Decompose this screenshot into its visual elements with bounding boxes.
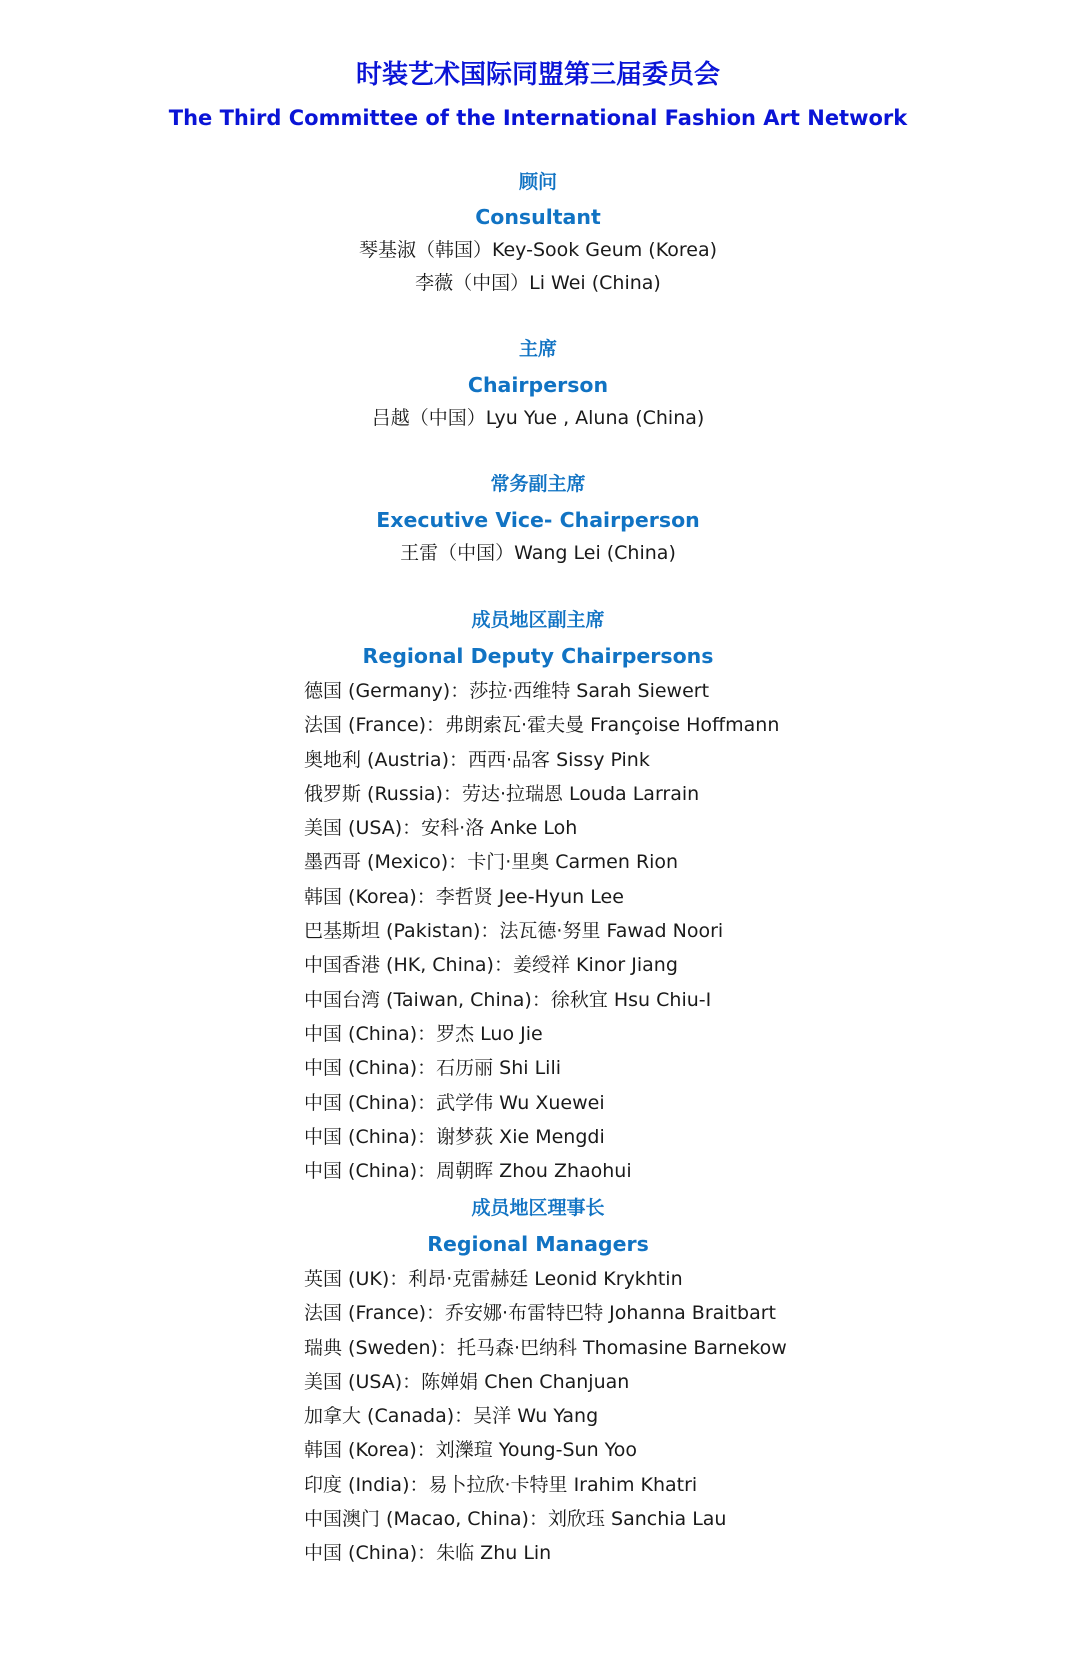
list-item: 中国澳门 (Macao, China)：刘欣珏 Sanchia Lau [304, 1508, 727, 1531]
list-item: 俄罗斯 (Russia)：劳达·拉瑞恩 Louda Larrain [304, 782, 700, 805]
list-item: 中国台湾 (Taiwan, China)：徐秋宜 Hsu Chiu-I [304, 988, 712, 1011]
consultant-member: 李薇（中国）Li Wei (China) [415, 272, 661, 294]
list-item: 中国 (China)：谢梦荻 Xie Mengdi [304, 1125, 605, 1148]
consultant-member: 琴基淑（韩国）Key-Sook Geum (Korea) [358, 239, 717, 261]
consultant-heading-en: Consultant [475, 205, 601, 229]
chairperson-heading-cn: 主席 [518, 338, 557, 360]
list-item: 英国 (UK)：利昂·克雷赫廷 Leonid Krykhtin [304, 1268, 683, 1290]
list-item: 韩国 (Korea)：李哲贤 Jee-Hyun Lee [304, 885, 624, 908]
regional-deputy-heading-cn: 成员地区副主席 [471, 609, 605, 631]
regional-deputy-heading-en: Regional Deputy Chairpersons [362, 644, 714, 668]
regional-managers-heading-en: Regional Managers [427, 1232, 649, 1256]
consultant-heading-cn: 顾问 [518, 171, 557, 193]
list-item: 中国香港 (HK, China)：姜绶祥 Kinor Jiang [304, 954, 678, 977]
executive-vice-member: 王雷（中国）Wang Lei (China) [400, 542, 676, 564]
list-item: 美国 (USA)：陈婵娟 Chen Chanjuan [304, 1370, 630, 1393]
list-item: 美国 (USA)：安科·洛 Anke Loh [304, 817, 578, 840]
document-title-en: The Third Committee of the International Fashion Art Network [168, 106, 908, 130]
chairperson-member: 吕越（中国）Lyu Yue , Aluna (China) [371, 407, 705, 429]
list-item: 墨西哥 (Mexico)：卡门·里奥 Carmen Rion [304, 851, 679, 874]
list-item: 加拿大 (Canada)：吴洋 Wu Yang [304, 1405, 599, 1428]
list-item: 中国 (China)：周朝晖 Zhou Zhaohui [304, 1160, 632, 1183]
list-item: 中国 (China)：石历丽 Shi Lili [304, 1057, 562, 1080]
list-item: 印度 (India)：易卜拉欣·卡特里 Irahim Khatri [304, 1473, 698, 1496]
regional-managers-list [304, 1262, 787, 1571]
executive-vice-heading-en: Executive Vice- Chairperson [376, 508, 700, 532]
regional-deputy-list [304, 674, 779, 1188]
list-item: 法国 (France)：乔安娜·布雷特巴特 Johanna Braitbart [304, 1302, 776, 1325]
list-item: 韩国 (Korea)：刘濼瑄 Young-Sun Yoo [304, 1439, 637, 1462]
list-item: 德国 (Germany)：莎拉·西维特 Sarah Siewert [304, 680, 710, 702]
list-item: 瑞典 (Sweden)：托马森·巴纳科 Thomasine Barnekow [304, 1336, 787, 1359]
list-item: 巴基斯坦 (Pakistan)：法瓦德·努里 Fawad Noori [304, 920, 724, 943]
executive-vice-heading-cn: 常务副主席 [490, 473, 586, 495]
chairperson-heading-en: Chairperson [467, 373, 609, 397]
list-item: 奥地利 (Austria)：西西·品客 Sissy Pink [304, 748, 650, 771]
list-item: 中国 (China)：朱临 Zhu Lin [304, 1542, 552, 1565]
document-title-cn: 时装艺术国际同盟第三届委员会 [355, 60, 720, 90]
list-item: 法国 (France)：弗朗索瓦·霍夫曼 Françoise Hoffmann [304, 714, 780, 737]
list-item: 中国 (China)：武学伟 Wu Xuewei [304, 1091, 605, 1114]
list-item: 中国 (China)：罗杰 Luo Jie [304, 1022, 543, 1045]
regional-managers-heading-cn: 成员地区理事长 [471, 1197, 605, 1219]
